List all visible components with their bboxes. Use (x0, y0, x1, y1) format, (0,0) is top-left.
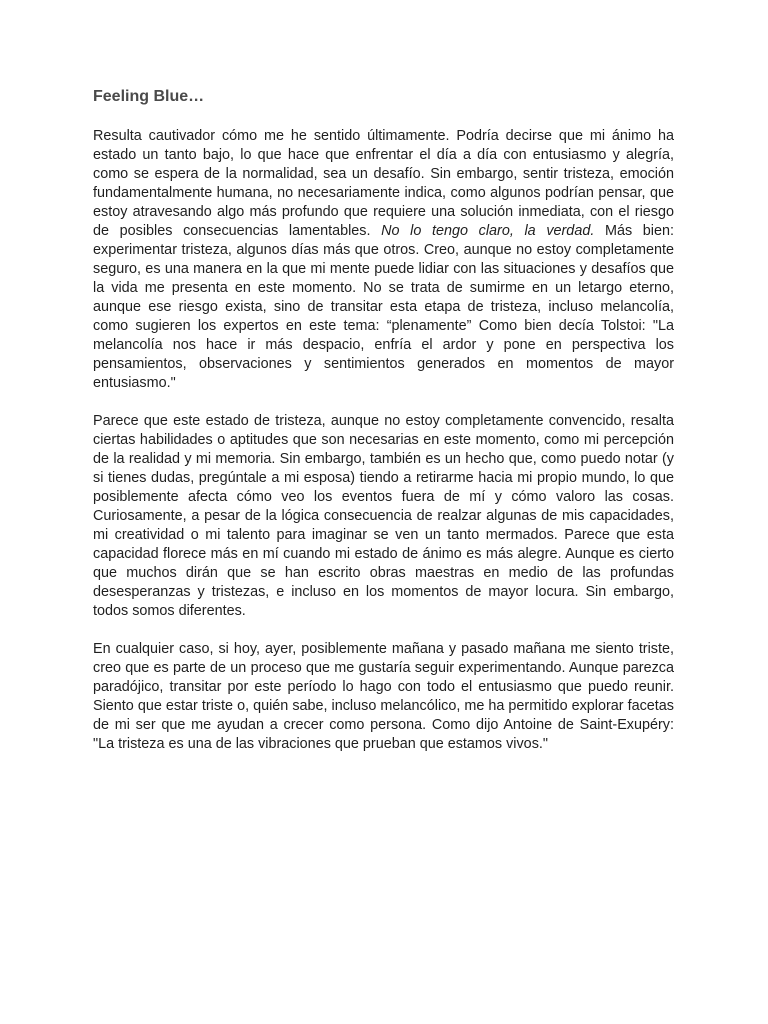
document-body (93, 86, 674, 773)
document-title: Feeling Blue… (93, 88, 205, 105)
paragraph-1-text-a: Resulta cautivador cómo me he sentido últimamente. Podría decirse que mi ánimo ha estado un tanto bajo, lo que hace que enfrentar el día a día con entusiasmo y alegría, como se espera de la normalidad, sea un desafío. Sin embargo, sentir tristeza, emoción fundamentalmente humana, no necesariamente indica, como algunos podrían pensar, que estoy atravesando algo más profundo que requiere una solución inmediata, con el riesgo de posibles consecuencias lamentables. (93, 128, 674, 239)
paragraph-3: En cualquier caso, si hoy, ayer, posiblemente mañana y pasado mañana me siento triste, creo que es parte de un proceso que me gustaría seguir experimentando. Aunque parezca paradójico, transitar por este período lo hago con todo el entusiasmo que puedo reunir. Siento que estar triste o, quién sabe, incluso melancólico, me ha permitido explorar facetas de mi ser que me ayudan a crecer como persona. Como dijo Antoine de Saint-Exupéry: "La tristeza es una de las vibraciones que prueban que estamos vivos." (93, 641, 674, 752)
paragraph-1-italic: No lo tengo claro, la verdad. (381, 223, 595, 239)
paragraph-1 (93, 127, 674, 393)
paragraph-1-text-b: Más bien: experimentar tristeza, algunos días más que otros. Creo, aunque no estoy completamente seguro, es una manera en la que mi mente puede lidiar con las situaciones y desafíos que la vida me presenta en este momento. No se trata de sumirme en un letargo eterno, aunque ese riesgo exista, sino de transitar esta etapa de tristeza, incluso melancolía, como sugieren los expertos en este tema: “plenamente” Como bien decía Tolstoi: "La melancolía nos hace ir más despacio, enfría el ardor y pone en perspectiva los pensamientos, observaciones y sentimientos generados en momentos de mayor entusiasmo." (93, 223, 674, 391)
paragraph-2: Parece que este estado de tristeza, aunque no estoy completamente convencido, resalta ciertas habilidades o aptitudes que son necesarias en este momento, como mi percepción de la realidad y mi memoria. Sin embargo, también es un hecho que, como puedo notar (y si tienes dudas, pregúntale a mi esposa) tiendo a retirarme hacia mi propio mundo, lo que posiblemente afecta cómo veo los eventos fuera de mí y cómo valoro las cosas. Curiosamente, a pesar de la lógica consecuencia de realzar algunas de mis capacidades, mi creatividad o mi talento para imaginar se ven un tanto mermados. Parece que esta capacidad florece más en mí cuando mi estado de ánimo es más alegre. Aunque es cierto que muchos dirán que se han escrito obras maestras en medio de las profundas desesperanzas y tristezas, e incluso en los momentos de mayor locura. Sin embargo, todos somos diferentes. (93, 413, 674, 619)
